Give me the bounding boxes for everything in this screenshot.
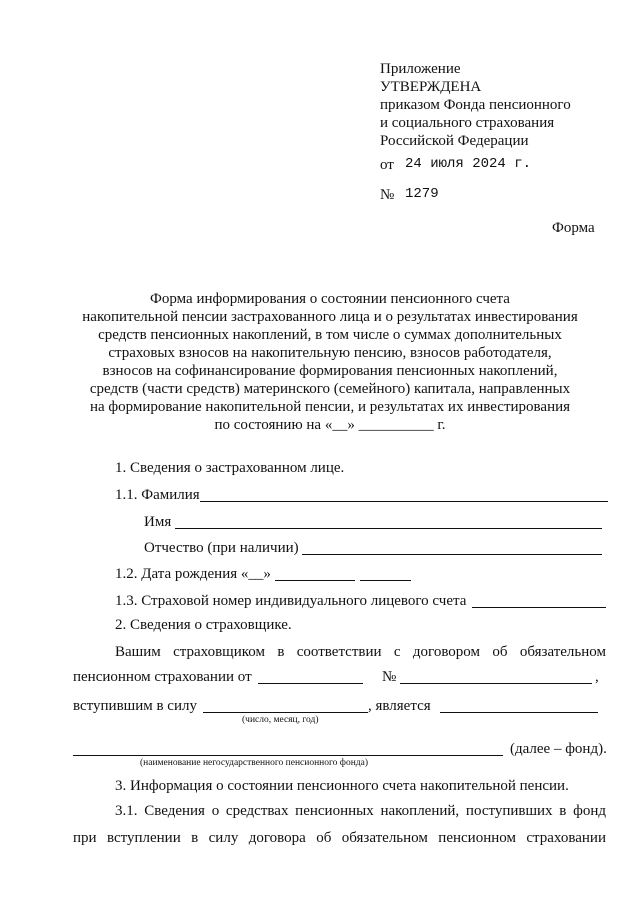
approval-line-5: Российской Федерации: [380, 133, 529, 149]
surname-label: 1.1. Фамилия: [115, 487, 200, 503]
approval-block: [380, 60, 571, 150]
title-line: Форма информирования о состоянии пенсионного счета: [150, 291, 510, 307]
section-1-heading: 1. Сведения о застрахованном лице.: [115, 460, 345, 476]
title-line: средств пенсионных накоплений, в том числе о суммах дополнительных: [98, 327, 562, 343]
fund-suffix: (далее – фонд).: [510, 741, 607, 757]
approval-line-4: и социального страхования: [380, 115, 555, 131]
section-3-1-line-2: при вступлении в силу договора об обязательном пенсионном страховании: [73, 830, 606, 846]
contract-number-field[interactable]: [400, 669, 592, 684]
fund-caption: (наименование негосударственного пенсионного фонда): [140, 758, 368, 768]
title-line: взносов на софинансирование формирования пенсионных накоплений,: [102, 363, 558, 379]
patronymic-label: Отчество (при наличии): [144, 540, 299, 556]
birth-year-field[interactable]: [360, 566, 411, 581]
title-line: по состоянию на «__» __________ г.: [214, 417, 446, 433]
comma: ,: [595, 669, 599, 685]
effective-label: вступившим в силу: [73, 698, 197, 714]
section-2-heading: 2. Сведения о страховщике.: [115, 617, 292, 633]
approval-line-1: Приложение: [380, 61, 461, 77]
section-3-1-line-1: 3.1. Сведения о средствах пенсионных накоплений, поступивших в фонд: [115, 803, 606, 819]
form-title: [60, 290, 600, 434]
order-number-prefix: №: [380, 187, 395, 203]
title-line: средств (части средств) материнского (семейного) капитала, направленных: [89, 381, 571, 397]
patronymic-field[interactable]: [302, 540, 602, 555]
first-name-label: Имя: [144, 514, 172, 530]
title-line: на формирование накопительной пенсии, и результатах их инвестирования: [89, 399, 571, 415]
insurer-field[interactable]: [440, 698, 598, 713]
order-number: 1279: [405, 186, 439, 202]
insurer-paragraph-line-1: Вашим страховщиком в соответствии с договором об обязательном: [115, 644, 606, 660]
first-name-field[interactable]: [175, 514, 602, 529]
form-label: Форма: [552, 220, 595, 236]
contract-number-sign: №: [382, 669, 397, 685]
is-label: , является: [368, 698, 431, 714]
snils-label: 1.3. Страховой номер индивидуального лицевого счета: [115, 593, 467, 609]
effective-date-field[interactable]: [203, 698, 368, 713]
title-line: страховых взносов на накопительную пенсию, взносов работодателя,: [108, 345, 552, 361]
fund-name-field[interactable]: [73, 741, 503, 756]
date-caption: (число, месяц, год): [242, 715, 319, 725]
title-line: накопительной пенсии застрахованного лица и о результатах инвестирования: [82, 309, 578, 325]
snils-field[interactable]: [472, 593, 606, 608]
order-date-prefix: от: [380, 157, 394, 173]
birth-date-label: 1.2. Дата рождения «__»: [115, 566, 271, 582]
surname-field[interactable]: [200, 487, 608, 502]
insurer-contract-label: пенсионном страховании от: [73, 669, 252, 685]
approval-line-3: приказом Фонда пенсионного: [380, 97, 571, 113]
order-date: 24 июля 2024 г.: [405, 156, 532, 172]
section-3-heading: 3. Информация о состоянии пенсионного счета накопительной пенсии.: [115, 778, 569, 794]
birth-month-field[interactable]: [275, 566, 355, 581]
contract-date-field[interactable]: [258, 669, 363, 684]
approval-line-2: УТВЕРЖДЕНА: [380, 79, 482, 95]
